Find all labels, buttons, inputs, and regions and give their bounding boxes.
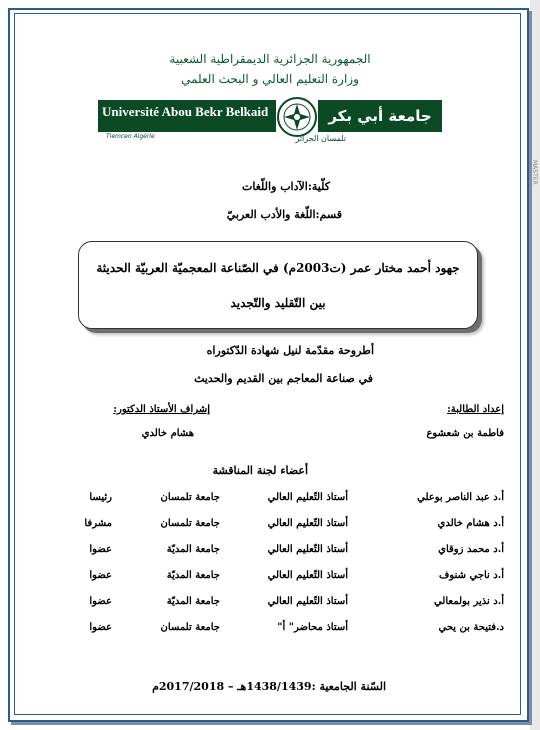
committee-member-name: د.فتيحة بن يحي bbox=[438, 622, 504, 633]
committee-member-rank: أستاذ محاضر" أ" bbox=[277, 622, 348, 633]
city-fr: Tlemcen Algérie bbox=[106, 133, 155, 140]
committee-member-university: جامعة المديّة bbox=[166, 544, 220, 555]
scan-edge bbox=[530, 0, 540, 730]
committee-member-role: عضوا bbox=[89, 622, 112, 633]
committee-member-rank: أستاذ التّعليم العالي bbox=[267, 492, 348, 503]
committee-member-university: جامعة المديّة bbox=[166, 596, 220, 607]
student-name: فاطمة بن شعشوع bbox=[426, 428, 504, 439]
committee-member-role: عضوا bbox=[89, 570, 112, 581]
thesis-title-box bbox=[78, 241, 478, 329]
committee-member-university: جامعة تلمسان bbox=[160, 492, 220, 503]
thesis-type: أطروحة مقدّمة لنيل شهادة الدّكتوراه bbox=[206, 344, 374, 357]
committee-member-name: أ.د نذير بولمعالي bbox=[433, 596, 504, 607]
university-name-fr: Université Abou Bekr Belkaid bbox=[102, 104, 269, 119]
committee-member-university: جامعة المديّة bbox=[166, 570, 220, 581]
thesis-title-line1: جهود أحمد مختار عمر (ت2003م) في الصّناعة المعجميّة العربيّة الحديثة bbox=[96, 261, 460, 275]
committee-member-role: رئيسا bbox=[89, 492, 112, 503]
university-banner bbox=[98, 100, 442, 157]
student-label: إعداد الطالبة: bbox=[447, 404, 504, 415]
ministry-line: وزارة التعليم العالي و البحث العلمي bbox=[181, 72, 359, 86]
committee-member-role: مشرفا bbox=[84, 518, 112, 529]
supervisor-label: إشراف الأستاذ الدكتور: bbox=[113, 404, 210, 415]
supervisor-name: هشام خالدي bbox=[141, 428, 194, 439]
committee-title: أعضاء لجنة المناقشة bbox=[212, 464, 308, 477]
committee-member-name: أ.د هشام خالدي bbox=[437, 518, 504, 529]
committee-member-role: عضوا bbox=[89, 544, 112, 555]
committee-member-rank: أستاذ التّعليم العالي bbox=[267, 596, 348, 607]
city-ar: تلمسان الجزائر bbox=[295, 134, 346, 143]
republic-line: الجمهورية الجزائرية الديمقراطية الشعبية bbox=[169, 52, 371, 66]
university-name-ar: جامعة أبي بكر بلقايد bbox=[318, 100, 442, 132]
academic-year: السّنة الجامعية :1438/1439هـ – 2017/2018م bbox=[152, 680, 386, 693]
committee-member-university: جامعة تلمسان bbox=[160, 622, 220, 633]
committee-member-role: عضوا bbox=[89, 596, 112, 607]
committee-member-name: أ.د محمد زوقاي bbox=[438, 544, 504, 555]
scan-mark: MASTER bbox=[531, 160, 538, 185]
committee-member-university: جامعة تلمسان bbox=[160, 518, 220, 529]
university-header bbox=[98, 48, 442, 158]
committee-member-name: أ.د ناجي شنوف bbox=[439, 570, 504, 581]
thesis-title-line2: بين التّقليد والتّجديد bbox=[230, 296, 326, 310]
committee-member-rank: أستاذ التّعليم العالي bbox=[267, 518, 348, 529]
committee-member-rank: أستاذ التّعليم العالي bbox=[267, 544, 348, 555]
department-label: قسم:اللّغة والأدب العربيّ bbox=[226, 208, 342, 221]
committee-member-name: أ.د عبد الناصر بوعلي bbox=[417, 492, 504, 503]
committee-member-rank: أستاذ التّعليم العالي bbox=[267, 570, 348, 581]
specialty: في صناعة المعاجم بين القديم والحديث bbox=[194, 372, 373, 385]
faculty-label: كلّية:الآداب واللّغات bbox=[242, 180, 330, 193]
